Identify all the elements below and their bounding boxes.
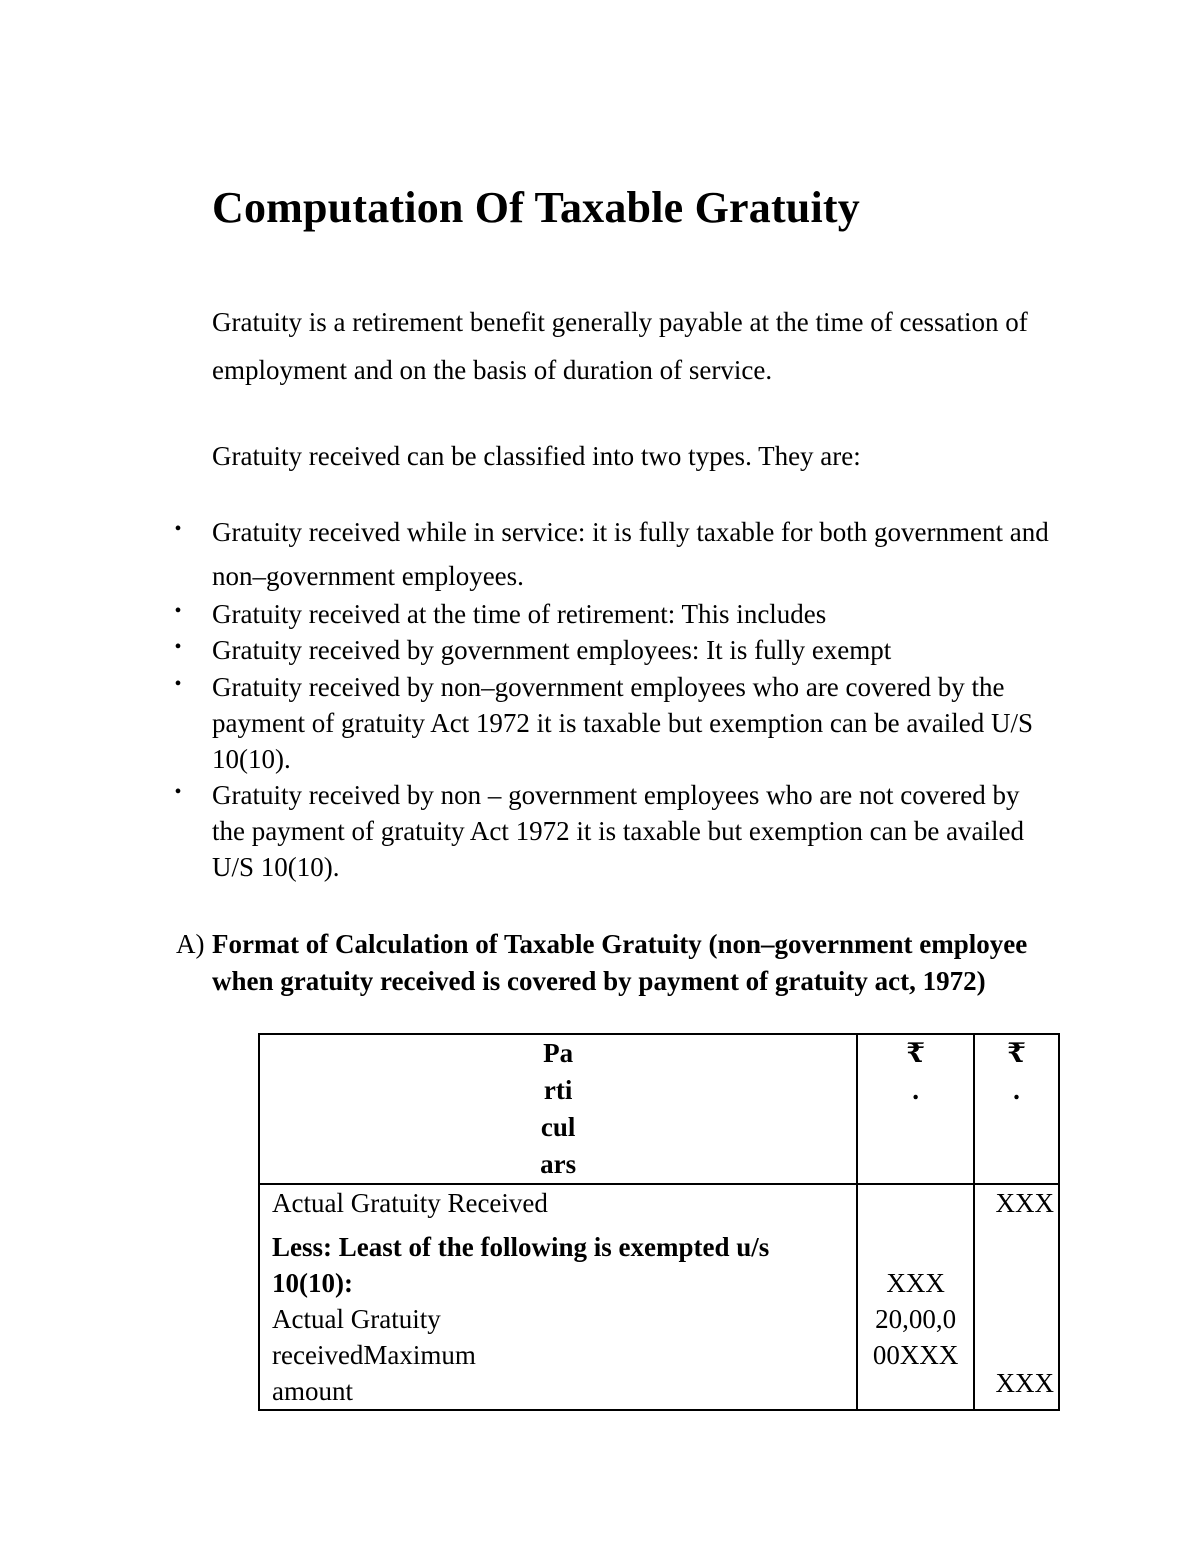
cell-spacer [975,1221,1054,1365]
intro-paragraph: Gratuity is a retirement benefit generally payable at the time of cessation of employment and on the basis of duration of service. [212,307,1028,385]
amount-cell [974,1184,1059,1410]
list-item-text: Gratuity received by non – government employees who are not covered by the payment of gratuity Act 1972 it is taxable but exemption can be availed U/S 10(10). [212,780,1025,882]
cell-line: 00XXX [872,1340,959,1370]
table-row [259,1184,1059,1410]
header-line: . [1013,1075,1020,1105]
cell-line: XXX [886,1268,945,1298]
cell-line: XXX [995,1188,1054,1218]
header-line: cul [540,1112,576,1142]
section-marker: A) [176,929,205,959]
classification-paragraph: Gratuity received can be classified into two types. They are: [212,441,861,471]
particulars-header [259,1034,857,1184]
cell-line: Actual Gratuity [272,1304,441,1334]
rupee-icon: ₹ [906,1038,926,1068]
rupee-icon: ₹ [1007,1038,1026,1068]
list-item-text: Gratuity received while in service: it is fully taxable for both government and non–government employees. [212,517,1049,591]
table-header-row [259,1034,1059,1184]
gratuity-calculation-table [258,1033,1060,1411]
bullet-icon: • [174,636,182,658]
rupee-column-header [974,1034,1059,1184]
header-line: rti [543,1075,573,1105]
section-heading-text: Format of Calculation of Taxable Gratuity (non–government employee when gratuity received is covered by payment of gratuity act, 1972) [212,929,1028,996]
list-item-text: Gratuity received at the time of retirement: This includes [212,599,827,629]
cell-line: Less: Least of the following is exempted u/s [272,1232,770,1262]
particulars-cell [259,1184,857,1410]
list-item-text: Gratuity received by non–government employees who are covered by the payment of gratuity Act 1972 it is taxable but exemption can be availed U/S 10(10). [212,672,1034,774]
bullet-icon: • [174,673,182,695]
header-line: ars [540,1149,577,1179]
list-item-text: Gratuity received by government employees: It is fully exempt [212,635,892,665]
header-line: . [912,1075,920,1105]
cell-line: Actual Gratuity Received [272,1188,548,1218]
cell-line: 10(10): [272,1268,353,1298]
page-title: Computation Of Taxable Gratuity [212,183,860,232]
bullet-icon: • [174,781,182,803]
amount-cell [857,1184,974,1410]
bullet-icon: • [174,600,182,622]
cell-line: receivedMaximum [272,1340,476,1370]
rupee-column-header [857,1034,974,1184]
header-line: Pa [543,1038,574,1068]
cell-spacer [858,1185,973,1265]
cell-line: amount [272,1376,353,1406]
bullet-icon: • [174,518,182,540]
cell-line: 20,00,0 [875,1304,957,1334]
cell-line: XXX [995,1368,1054,1398]
